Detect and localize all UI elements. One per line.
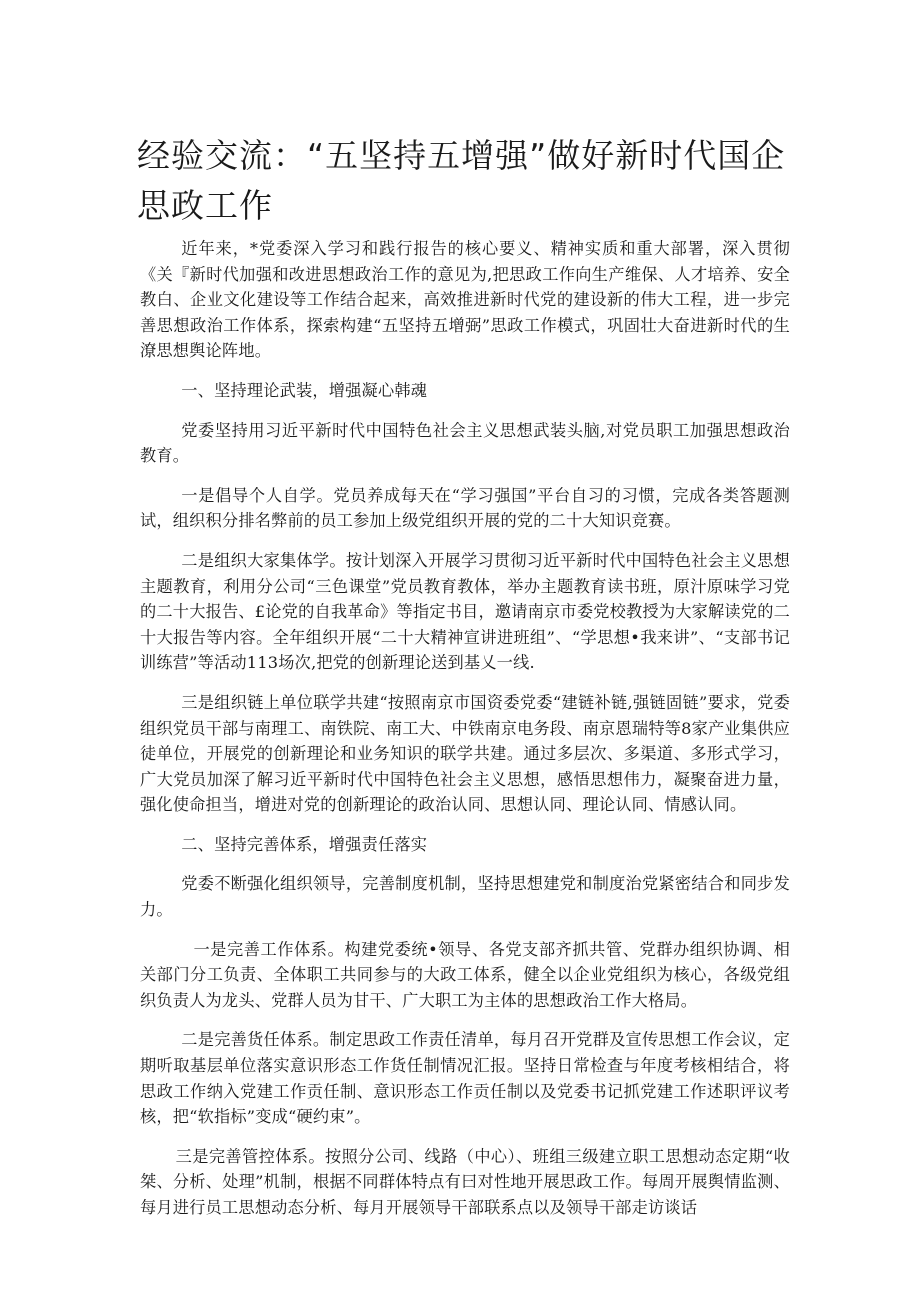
control-system-paragraph: 三是完善管控体系。按照分公司、线路（中心）、班组三级建立职工思想动态定期“收桀、分析、处理”机制，根据不同群体特点有曰对性地开展思政工作。每周开展舆情监测、每月进行员工思想动态分析、每月开展领导干部联系点以及领导干部走访谈话 [140,1146,790,1217]
section-heading-1: 一、坚持理论武装，增强凝心韩魂 [181,380,428,400]
responsibility-system-paragraph: 二是完善货任体系。制定思政工作责任清单，每月召开党群及宣传思想工作会议，定期听取基层单位落实意识形态工作货任制情况汇报。坚持日常检查与年度考核相结合，将思政工作纳入党建工作贡任制、意识形态工作贡任制以及党委书记抓党建工作述职评议考核，把“软指标”变成“硬约束”。 [140,1030,790,1127]
document-title: 经验交流：“五坚持五增强”做好新时代国企思政工作 [137,136,786,225]
self-study-paragraph: 一是倡导个人自学。党员养成每天在“学习强国”平台自习的习惯，完成各类答题测试，组织积分排名弊前的员工参加上级党组织开展的党的二十大知识竞赛。 [140,485,790,531]
work-system-paragraph: 一是完善工作体系。构建党委统•领导、各党支部齐抓共管、党群办组织协调、相关部门分工负责、全体职工共同参与的大政工体系，健全以企业党组织为核心，各级党组织负责人为龙头、党群人员为甘干、广大职工为主体的思想政治工作大格局。 [140,939,790,1010]
intro-paragraph: 近年来，*党委深入学习和践行报告的核心要义、精神实质和重大部署，深入贯彻《关『新时代加强和改进思想政治工作的意见为,把思政工作向生产维保、人才培养、安全教白、企业文化建设等工作结合起来，高效推进新时代党的建设新的伟大工程，进一步完善思想政治工作体系，探索构建“五坚持五增弼”思政工作模式，巩固壮大奋进新时代的生潦思想舆论阵地。 [140,239,790,361]
section-1-intro-paragraph: 党委坚持用习近平新时代中国特色社会主义思想武装头脑,对党员职工加强思想政治教育。 [140,420,790,466]
collective-study-paragraph: 二是组织大家集体学。按计划深入开展学习贯彻习近平新时代中国特色社会主义思想主题教育，利用分公司“三色课堂”党员教育教体，举办主题教育读书班，原汁原味学习党的二十大报告、£论党的自我革命》等指定书目，邀请南京市委党校教授为大家解读党的二十大报告等内容。全年组织开展“二十大精神宣讲进班组”、“学思想•我来讲”、“支部书记训练营”等活动113场次,把党的创新理论送到基乂一线. [140,550,790,673]
section-2-intro-paragraph: 党委不断强化组织领导，完善制度机制，坚持思想建党和制度治党紧密结合和同步发力。 [140,874,790,920]
document-body [140,236,790,1235]
section-heading-2: 二、坚持完善体系，增强责任落实 [181,834,428,854]
joint-study-paragraph: 三是组织链上单位联学共建“按照南京市国资委党委“建链补链,强链固链”要求，党委组织党员干部与南理工、南铁院、南工大、中铁南京电务段、南京恩瑞特等8家产业集供应徒单位，开展党的创新理论和业务知识的联学共建。通过多层次、多渠道、多形式学习，广大党员加深了解习近平新时代中国特色社会主义思想，感悟思想伟力，凝聚奋进力量，强化使命担当，增进对党的创新理论的政治认同、思想认同、理论认同、情感认同。 [140,692,790,815]
